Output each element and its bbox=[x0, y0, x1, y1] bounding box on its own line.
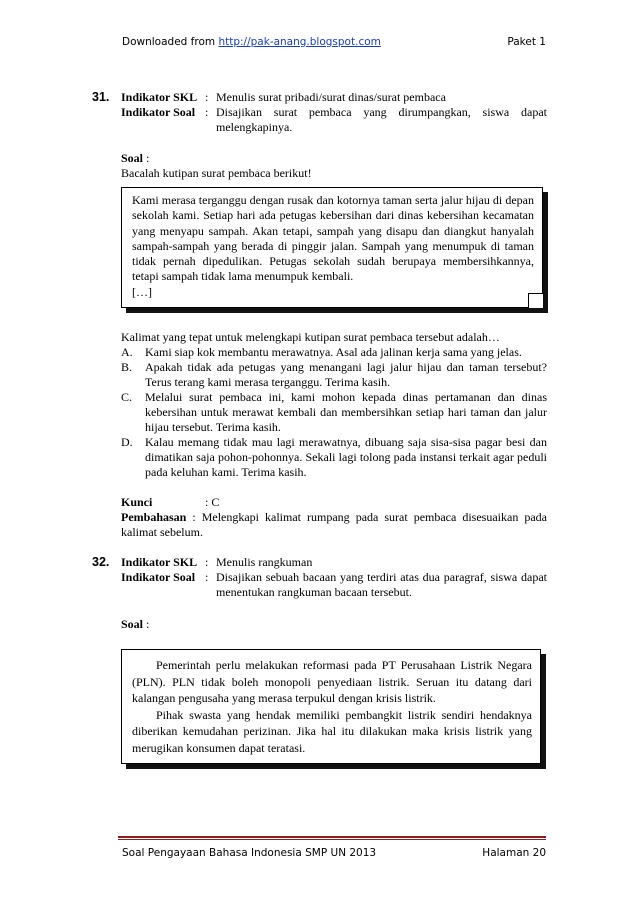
option-c bbox=[121, 390, 547, 435]
soal-heading bbox=[121, 151, 547, 166]
source-link[interactable]: http://pak-anang.blogspot.com bbox=[218, 36, 381, 48]
pembahasan-label: Pembahasan bbox=[121, 510, 187, 525]
indikator-skl-row: Indikator SKL : Menulis rangkuman bbox=[121, 555, 547, 570]
soal-colon: : bbox=[143, 617, 150, 632]
indikator-skl-text: Menulis rangkuman bbox=[216, 555, 313, 570]
question-32 bbox=[0, 555, 638, 764]
page-footer bbox=[122, 847, 546, 859]
indikator-soal-label: Indikator Soal bbox=[121, 570, 196, 585]
header-source bbox=[122, 36, 381, 48]
page-header bbox=[122, 36, 546, 48]
paragraph-2: Pihak swasta yang hendak memiliki pembangkit listrik sendiri hendaknya diberikan kemudahan perizinan. Jika hal itu dilakukan maka krisis listrik yang merugikan konsumen dapat teratasi. bbox=[132, 707, 532, 755]
answer-key bbox=[121, 495, 547, 510]
kunci-value: : C bbox=[205, 495, 220, 510]
pembahasan-text: : Melengkapi kalimat rumpang pada surat pembaca disesuaikan pada kalimat sebelum. bbox=[121, 510, 547, 540]
option-letter: B. bbox=[121, 360, 133, 375]
soal-label: Soal bbox=[121, 151, 144, 165]
question-number: 31. bbox=[92, 90, 110, 104]
question-number: 32. bbox=[92, 555, 110, 570]
indikator-soal-text: Disajikan sebuah bacaan yang terdiri atas dua paragraf, siswa dapat menentukan rangkuman bacaan tersebut. bbox=[216, 570, 547, 600]
indicators bbox=[121, 555, 547, 600]
soal-colon: : bbox=[143, 151, 150, 165]
passage-ellipsis: […] bbox=[132, 284, 152, 299]
footer-rule bbox=[118, 836, 546, 838]
indikator-soal-row: Indikator Soal : Disajikan surat pembaca yang dirumpangkan, siswa dapat melengkapinya. bbox=[121, 105, 547, 134]
page-number: Halaman 20 bbox=[482, 847, 546, 859]
kunci-label: Kunci bbox=[121, 495, 153, 510]
option-text: Kalau memang tidak mau lagi merawatnya, dibuang saja sisa-sisa pagar besi dan dimatikan saja pohon-pohonnya. Sekali lagi tolong pada instansi terkait agar peduli pada keluhan kami. Terima kasih. bbox=[145, 435, 547, 480]
soal-label: Soal bbox=[121, 617, 144, 632]
passage-text: Kami merasa terganggu dengan rusak dan kotornya taman serta jalur hijau di depan sekolah kami. Setiap hari ada petugas kebersihan dari dinas kebersihan kecamatan yang menyapu sampah. Akan tetapi, sampah yang disapu dan diangkut hanyalah sampah-sampah yang berada di pinggir jalan. Sampah yang menumpuk di taman tidak pernah dipedulikan. Petugas sekolah sudah berupaya membersihkannya, tetapi sampah tidak lama menumpuk kembali. bbox=[132, 193, 534, 284]
option-letter: A. bbox=[121, 345, 133, 360]
package-label: Paket 1 bbox=[507, 36, 546, 48]
option-text: Melalui surat pembaca ini, kami mohon kepada dinas pertamanan dan dinas kebersihan untuk merawat kembali dan membersihkan setiap hari taman dan jalur hijau tersebut. Terima kasih. bbox=[145, 390, 547, 435]
indikator-skl-row: Indikator SKL : Menulis surat pribadi/surat dinas/surat pembaca bbox=[121, 90, 547, 105]
soal-heading bbox=[121, 617, 547, 632]
soal-instruction: Bacalah kutipan surat pembaca berikut! bbox=[121, 166, 312, 180]
passage-box bbox=[121, 187, 543, 308]
option-d bbox=[121, 435, 547, 480]
option-b bbox=[121, 360, 547, 390]
indikator-skl-label: Indikator SKL bbox=[121, 90, 198, 104]
reading-passage-box bbox=[121, 649, 541, 764]
indikator-soal-text: Disajikan surat pembaca yang dirumpangkan, siswa dapat melengkapinya. bbox=[216, 105, 547, 134]
footer-title: Soal Pengayaan Bahasa Indonesia SMP UN 2013 bbox=[122, 847, 377, 859]
indikator-soal-label: Indikator Soal bbox=[121, 105, 196, 119]
paragraph-1: Pemerintah perlu melakukan reformasi pada PT Perusahaan Listrik Negara (PLN). PLN tidak boleh monopoli penyediaan listrik. Seruan itu datang dari kalangan pengusaha yang merasa terpukul dengan krisis listrik. bbox=[132, 658, 532, 706]
option-a bbox=[121, 345, 547, 360]
option-letter: C. bbox=[121, 390, 133, 405]
footer-rule-thin bbox=[118, 839, 546, 840]
indicators bbox=[121, 90, 547, 135]
option-letter: D. bbox=[121, 435, 133, 450]
page-content bbox=[0, 90, 638, 764]
question-31 bbox=[0, 90, 638, 540]
indikator-skl-text: Menulis surat pribadi/surat dinas/surat pembaca bbox=[216, 90, 446, 104]
explanation bbox=[121, 510, 547, 540]
header-prefix: Downloaded from bbox=[122, 36, 219, 48]
question-stem: Kalimat yang tepat untuk melengkapi kutipan surat pembaca tersebut adalah… bbox=[121, 330, 500, 345]
indikator-soal-row: Indikator Soal : Disajikan sebuah bacaan yang terdiri atas dua paragraf, siswa dapat menentukan rangkuman bacaan tersebut. bbox=[121, 570, 547, 600]
option-text: Kami siap kok membantu merawatnya. Asal ada jalinan kerja sama yang jelas. bbox=[145, 345, 522, 360]
indikator-skl-label: Indikator SKL bbox=[121, 555, 198, 570]
option-text: Apakah tidak ada petugas yang menangani lagi jalur hijau dan taman tersebut? Terus terang kami merasa terganggu. Terima kasih. bbox=[145, 360, 547, 390]
